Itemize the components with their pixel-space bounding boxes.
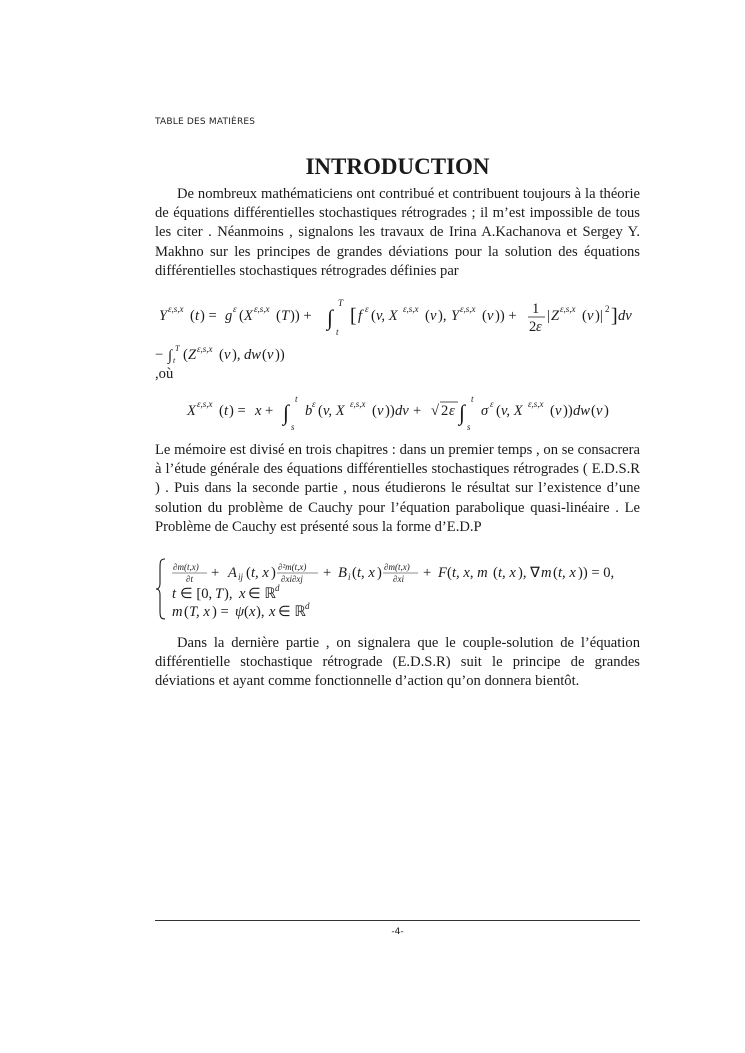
svg-text:B: B [338,565,347,581]
svg-text:): ) [377,565,382,581]
svg-text:(: ( [184,604,189,620]
svg-text:ε: ε [536,319,542,335]
paragraph-2: Le mémoire est divisé en trois chapitres : dans un premier temps , on se consacrera à l’étude générale des équations différentielles stochastiques rétrogrades ( E.D.S.R ) . Puis dans la seconde partie , nous étudierons le résultat sur l’existence d’une solution du problème de Cauchy pour l’équation parabolique quasi-linéaire . Le Problème de Cauchy est présenté sous la forme d’E.D.P [155,442,640,535]
svg-text:Z: Z [551,308,560,324]
svg-text:(: ( [493,565,498,581]
svg-text:(: ( [244,604,249,620]
svg-text:T: T [281,308,290,324]
svg-text:+: + [413,403,422,419]
svg-text:x: x [239,586,246,602]
svg-text:),: ), [232,347,241,363]
svg-text:∂xi∂xj: ∂xi∂xj [281,574,303,584]
svg-text:(: ( [553,565,558,581]
svg-text:s: s [467,422,471,432]
svg-text:x: x [255,403,262,419]
svg-text:Z: Z [188,347,197,363]
svg-text:∫: ∫ [283,400,290,425]
system-line-1-render [171,560,641,584]
svg-text:+: + [323,565,332,581]
svg-text:), ∇: ), ∇ [518,565,540,581]
svg-text:),: ), [224,586,233,602]
svg-text:v, X: v, X [323,403,345,419]
svg-text:ij: ij [238,572,244,582]
svg-text:(: ( [246,565,251,581]
svg-text:(: ( [318,403,323,419]
equation-x [155,393,640,433]
svg-text:X: X [244,308,253,324]
svg-text:√: √ [431,403,440,419]
svg-text:v: v [487,308,494,324]
svg-text:t: t [172,586,177,602]
svg-text:g: g [225,308,233,324]
svg-text:(: ( [352,565,357,581]
svg-text:dw: dw [244,347,262,363]
svg-text:∫: ∫ [168,348,173,364]
svg-text:(: ( [239,308,244,324]
svg-text:(: ( [447,565,452,581]
svg-text:)) +: )) + [290,308,312,324]
equation-y-line-2 [155,344,640,364]
svg-text:A: A [228,565,237,581]
svg-text:∂xi: ∂xi [393,574,404,584]
svg-text:ε,s,x: ε,s,x [528,399,544,409]
svg-text:),: ), [438,308,447,324]
svg-text:∂²m(t,x): ∂²m(t,x) [278,562,307,572]
footer-rule [155,920,640,921]
svg-text:v, X: v, X [376,308,398,324]
svg-text:f: f [358,308,363,324]
svg-text:(: ( [425,308,430,324]
svg-text:(: ( [582,308,587,324]
system-line-3-render [171,602,371,620]
paragraph-3: Dans la dernière partie , on signalera que le couple-solution de l’équation différentielle stochastique rétrograde (E.D.S.R) suit le principe de grandes déviations et ayant comme fonctionnelle d’action qu’on donnera bientôt. [155,635,640,690]
svg-text:1: 1 [532,301,540,317]
svg-text:ε,s,x: ε,s,x [254,304,270,314]
where-label: ,où [155,366,174,382]
paragraph-1: De nombreux mathématiciens ont contribué et contribuent toujours à la théorie de équations différentielles stochastiques rétrogrades ; il m’est impossible de tous les citer . Néanmoins , signalons les travaux de Irina A.Kachanova et Sergey Y. Makhno sur les principes de grandes déviations pour la solution des équations différentielles stochastiques rétrogrades définies par [155,186,640,279]
svg-text:): ) [271,565,276,581]
svg-text:T: T [175,344,180,353]
svg-text:x: x [269,604,276,620]
svg-text:ε,s,x: ε,s,x [350,399,366,409]
svg-text:ε,s,x: ε,s,x [403,304,419,314]
svg-text:),: ), [256,604,265,620]
svg-text:X: X [187,403,196,419]
equation-y-render [155,298,640,340]
svg-text:(: ( [550,403,555,419]
svg-text:2: 2 [441,403,449,419]
svg-text:(: ( [372,403,377,419]
svg-text:T: T [338,298,344,308]
svg-text:v: v [596,403,603,419]
svg-text:)): )) [563,403,573,419]
svg-text:s: s [291,422,295,432]
svg-text:+: + [423,565,432,581]
svg-text:(: ( [371,308,376,324]
svg-text:ε: ε [312,399,316,409]
svg-text:−: − [155,347,164,363]
svg-text:ψ: ψ [235,604,245,620]
svg-text:(: ( [482,308,487,324]
svg-text:): ) [604,403,609,419]
system-line-3 [171,602,371,620]
svg-text:2: 2 [605,304,610,314]
svg-text:t: t [295,394,298,404]
svg-text:ε,s,x: ε,s,x [560,304,576,314]
svg-text:m: m [541,565,552,581]
svg-text:d: d [275,584,280,593]
svg-text:dv: dv [395,403,409,419]
svg-text:v: v [430,308,437,324]
svg-text:ε: ε [490,399,494,409]
svg-text:)|: )| [595,308,603,324]
svg-text:F: F [438,565,447,581]
svg-text:∈ ℝ: ∈ ℝ [278,604,306,620]
svg-text:2: 2 [529,319,537,335]
svg-text:)) = 0,: )) = 0, [578,565,615,581]
svg-text:T, x: T, x [189,604,210,620]
svg-text:dv: dv [618,308,632,324]
system-line-1 [171,560,641,582]
svg-text:dw: dw [573,403,591,419]
svg-text:t, x: t, x [558,565,576,581]
svg-text:i: i [348,572,351,582]
svg-text:(: ( [262,347,267,363]
system-line-2 [171,584,371,602]
svg-text:ε,s,x: ε,s,x [168,304,184,314]
svg-text:∂m(t,x): ∂m(t,x) [173,562,199,572]
section-title: INTRODUCTION [305,154,490,179]
system-brace [155,558,167,620]
svg-text:)): )) [385,403,395,419]
system-line-2-render [171,584,371,602]
svg-text:ε: ε [365,304,369,314]
svg-text:ε,s,x: ε,s,x [460,304,476,314]
svg-text:) =: ) = [200,308,217,324]
page-number: -4- [391,927,404,937]
svg-text:b: b [305,403,313,419]
svg-text:[: [ [350,305,357,327]
svg-text:m: m [172,604,183,620]
svg-text:(: ( [496,403,501,419]
running-head: TABLE DES MATIÈRES [155,117,256,127]
svg-text:)): )) [275,347,285,363]
svg-text:(: ( [183,347,188,363]
svg-text:d: d [305,602,310,611]
svg-text:T: T [215,586,224,602]
equation-x-render [155,393,640,433]
svg-text:v: v [555,403,562,419]
svg-text:+: + [211,565,220,581]
svg-text:t, x: t, x [498,565,516,581]
svg-text:t, x, m: t, x, m [452,565,488,581]
svg-text:(: ( [190,308,195,324]
svg-text:]: ] [611,305,618,327]
equation-y-line-1 [155,298,640,340]
svg-text:t, x: t, x [251,565,269,581]
svg-text:v: v [587,308,594,324]
svg-text:∫: ∫ [327,305,334,330]
svg-text:t: t [336,327,339,337]
svg-text:t: t [471,394,474,404]
equation-y-line-2-render [155,344,355,364]
svg-text:ε: ε [233,304,237,314]
svg-text:σ: σ [481,403,489,419]
svg-text:ε,s,x: ε,s,x [197,344,213,354]
svg-text:t: t [173,356,176,364]
svg-text:t: t [195,308,200,324]
svg-text:t: t [224,403,229,419]
svg-text:∂m(t,x): ∂m(t,x) [384,562,410,572]
svg-text:∈ [0,: ∈ [0, [180,586,213,602]
svg-text:Y: Y [159,308,168,324]
svg-text:x: x [249,604,256,620]
svg-text:) =: ) = [212,604,229,620]
svg-text:)) +: )) + [495,308,517,324]
svg-text:(: ( [591,403,596,419]
svg-text:v: v [267,347,274,363]
svg-text:|: | [547,308,550,324]
svg-text:∫: ∫ [459,400,466,425]
svg-text:∂t: ∂t [186,574,193,584]
svg-text:) =: ) = [229,403,246,419]
svg-text:ε,s,x: ε,s,x [197,399,213,409]
svg-text:(: ( [276,308,281,324]
svg-text:(: ( [219,347,224,363]
svg-text:Y: Y [451,308,460,324]
svg-text:t, x: t, x [357,565,375,581]
svg-text:v, X: v, X [501,403,523,419]
svg-text:v: v [224,347,231,363]
svg-text:v: v [377,403,384,419]
svg-text:(: ( [219,403,224,419]
svg-text:∈ ℝ: ∈ ℝ [248,586,276,602]
svg-text:ε: ε [449,403,455,419]
svg-text:+: + [265,403,274,419]
